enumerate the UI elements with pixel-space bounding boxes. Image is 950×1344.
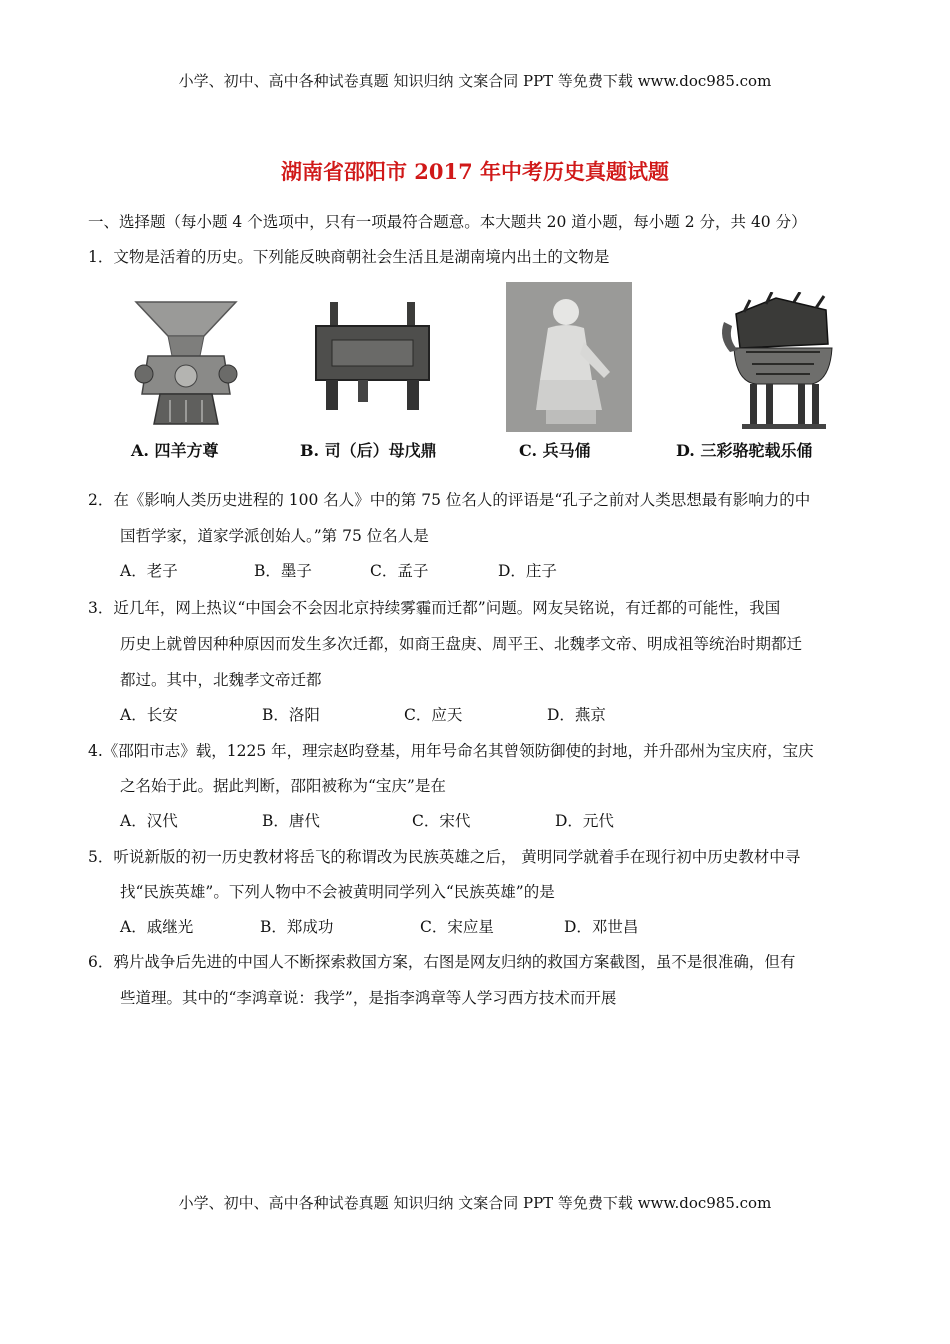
option-a[interactable]: A．汉代 xyxy=(120,812,178,830)
option-a[interactable]: A．长安 xyxy=(120,706,178,724)
artifact-caption-b: B. 司（后）母戊鼎 xyxy=(300,441,437,460)
option-b[interactable]: B．唐代 xyxy=(262,812,320,830)
option-d[interactable]: D．燕京 xyxy=(547,706,606,724)
artifact-caption-c: C. 兵马俑 xyxy=(519,441,591,460)
option-a[interactable]: A．戚继光 xyxy=(120,918,194,936)
question-1-stem: 1．文物是活着的历史。下列能反映商朝社会生活且是湖南境内出土的文物是 xyxy=(88,248,610,266)
question-2-line-1: 2．在《影响人类历史进程的 100 名人》中的第 75 位名人的评语是“孔子之前对人类思想最有影响力的中 xyxy=(88,491,811,509)
question-6-line-1: 6．鸦片战争后先进的中国人不断探索救国方案，右图是网友归纳的救国方案截图，虽不是很准确，但有 xyxy=(88,953,796,971)
page-footer: 小学、初中、高中各种试卷真题 知识归纳 文案合同 PPT 等免费下载 www.doc985.com xyxy=(178,1194,772,1212)
question-6-line-2: 些道理。其中的“李鸿章说：我学”，是指李鸿章等人学习西方技术而开展 xyxy=(120,989,617,1007)
option-d[interactable]: D．元代 xyxy=(555,812,614,830)
option-c[interactable]: C．宋应星 xyxy=(420,918,494,936)
exam-title: 湖南省邵阳市 2017 年中考历史真题试题 xyxy=(280,159,670,184)
question-5-line-2: 找“民族英雄”。下列人物中不会被黄明同学列入“民族英雄”的是 xyxy=(120,883,555,901)
question-3-line-2: 历史上就曾因种种原因而发生多次迁都，如商王盘庚、周平王、北魏孝文帝、明成祖等统治时期都迁 xyxy=(120,635,803,653)
question-3-line-1: 3．近几年，网上热议“中国会不会因北京持续雾霾而迁都”问题。网友吴铭说，有迁都的可能性，我国 xyxy=(88,599,781,617)
option-d[interactable]: D．庄子 xyxy=(498,562,557,580)
artifact-caption-a: A. 四羊方尊 xyxy=(131,441,219,460)
simuwu-ding-image xyxy=(310,300,435,412)
question-4-line-2: 之名始于此。据此判断，邵阳被称为“宝庆”是在 xyxy=(120,777,446,795)
section-heading: 一、选择题（每小题 4 个选项中，只有一项最符合题意。本大题共 20 道小题，每小题 2 分，共 40 分） xyxy=(88,213,807,231)
terracotta-warrior-image xyxy=(506,282,632,432)
option-c[interactable]: C．宋代 xyxy=(412,812,471,830)
tricolor-camel-musicians-image xyxy=(716,292,846,430)
option-c[interactable]: C．孟子 xyxy=(370,562,429,580)
option-a[interactable]: A．老子 xyxy=(120,562,178,580)
question-5-line-1: 5．听说新版的初一历史教材将岳飞的称谓改为民族英雄之后， 黄明同学就着手在现行初中历史教材中寻 xyxy=(88,848,801,866)
option-c[interactable]: C．应天 xyxy=(404,706,463,724)
option-b[interactable]: B．墨子 xyxy=(254,562,312,580)
page-header: 小学、初中、高中各种试卷真题 知识归纳 文案合同 PPT 等免费下载 www.doc985.com xyxy=(178,72,772,90)
question-4-line-1: 4.《邵阳市志》载，1225 年，理宗赵昀登基，用年号命名其曾领防御使的封地，并升邵州为宝庆府，宝庆 xyxy=(88,742,814,760)
question-2-line-2: 国哲学家，道家学派创始人。”第 75 位名人是 xyxy=(120,527,429,545)
option-d[interactable]: D．邓世昌 xyxy=(564,918,639,936)
four-goat-square-zun-image xyxy=(130,296,242,428)
artifact-caption-d: D. 三彩骆驼载乐俑 xyxy=(676,441,813,460)
question-3-line-3: 都过。其中，北魏孝文帝迁都 xyxy=(120,671,322,689)
option-b[interactable]: B．郑成功 xyxy=(260,918,334,936)
option-b[interactable]: B．洛阳 xyxy=(262,706,320,724)
